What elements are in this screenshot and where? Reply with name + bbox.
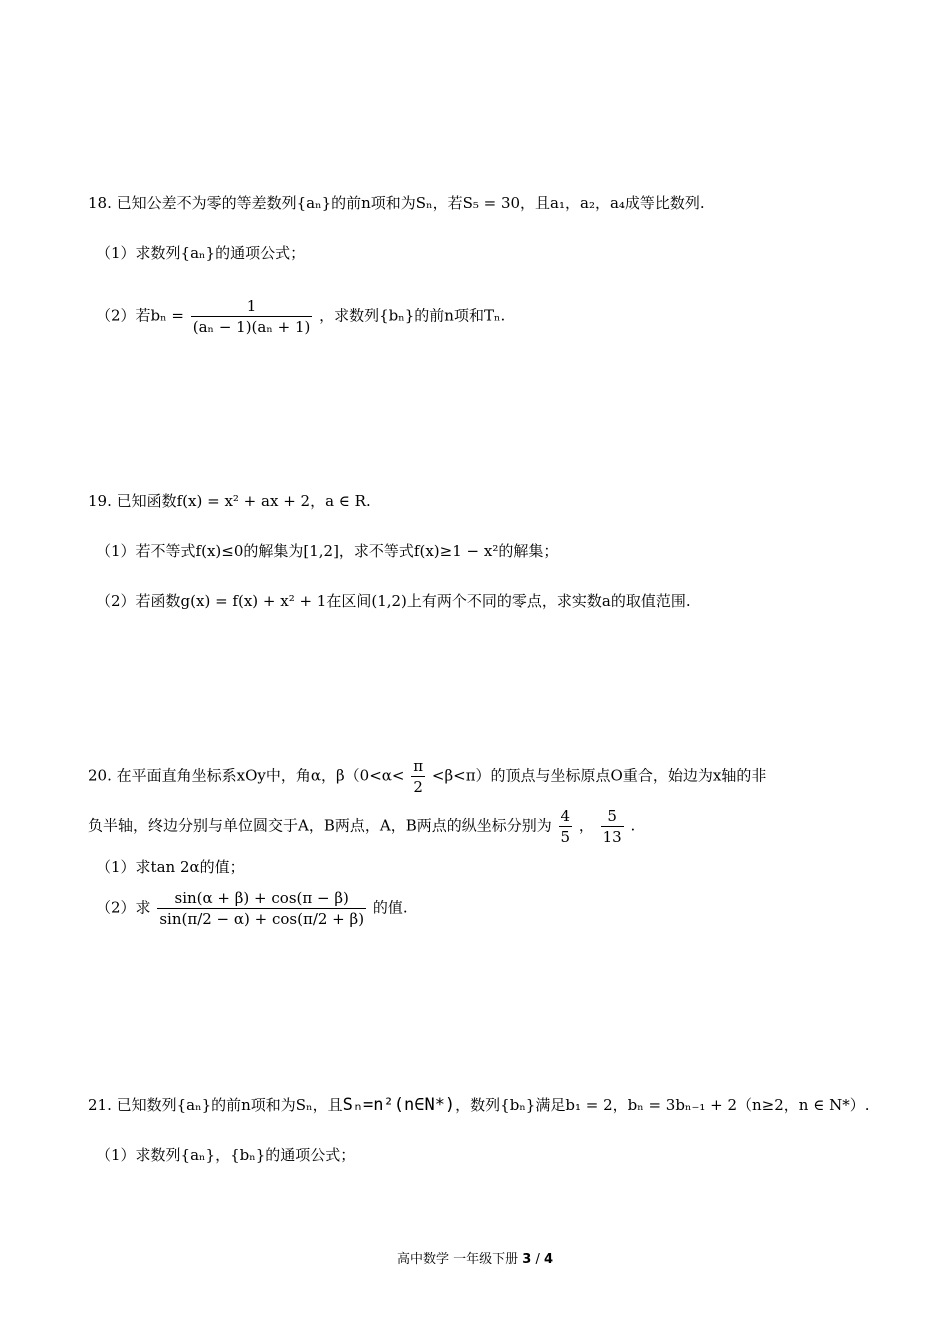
q18-part1: （1）求数列{aₙ}的通项公式； bbox=[96, 244, 306, 262]
q18-fraction-denominator: (aₙ − 1)(aₙ + 1) bbox=[192, 318, 311, 336]
q18-part2-prefix: （2）若bₙ = bbox=[96, 306, 184, 325]
q20-frac2-numerator: 5 bbox=[601, 806, 624, 827]
q20-frac1-numerator: 4 bbox=[560, 807, 571, 825]
footer-slash: / bbox=[531, 1252, 544, 1267]
q21-stem bbox=[88, 1094, 870, 1116]
q20-fraction-four-fifths bbox=[559, 806, 573, 847]
q20-part1: （1）求tan 2α的值； bbox=[96, 858, 245, 876]
q20-stem-start: 20. 在平面直角坐标系xOy中，角α，β（0<α< bbox=[88, 766, 405, 785]
footer-page-total: 4 bbox=[543, 1252, 554, 1267]
q21-part1: （1）求数列{aₙ}，{bₙ}的通项公式； bbox=[96, 1146, 356, 1164]
q20-part2-suffix: 的值. bbox=[372, 898, 408, 917]
q18-fraction bbox=[191, 296, 313, 337]
q20-big-numerator: sin(α + β) + cos(π − β) bbox=[157, 888, 366, 909]
q18-stem: 18. 已知公差不为零的等差数列{aₙ}的前n项和为Sₙ，若S₅ = 30，且a₁，a₂，a₄成等比数列. bbox=[88, 194, 705, 212]
q20-stem bbox=[88, 756, 766, 797]
page-footer bbox=[0, 1248, 950, 1267]
q20-pi-numerator: π bbox=[413, 757, 424, 775]
q20-separator: ， bbox=[578, 816, 594, 835]
footer-page-number: 3 bbox=[522, 1252, 532, 1267]
q20-line2-text: 负半轴，终边分别与单位圆交于A，B两点，A，B两点的纵坐标分别为 bbox=[88, 816, 552, 835]
q19-stem: 19. 已知函数f(x) = x² + ax + 2，a ∈ R. bbox=[88, 492, 371, 510]
q20-big-denominator: sin(π/2 − α) + cos(π/2 + β) bbox=[159, 910, 365, 928]
q20-big-fraction bbox=[157, 888, 366, 929]
q20-pi-denominator: 2 bbox=[413, 778, 423, 796]
q21-stem-end: ，数列{bₙ}满足b₁ = 2，bₙ = 3bₙ₋₁ + 2（n≥2，n ∈ N*）. bbox=[455, 1096, 870, 1114]
q18-fraction-numerator: 1 bbox=[191, 296, 313, 317]
q21-stem-start: 21. 已知数列{aₙ}的前n项和为Sₙ，且 bbox=[88, 1096, 343, 1114]
q20-stem-end: <β<π）的顶点与坐标原点O重合，始边为x轴的非 bbox=[431, 766, 767, 785]
q19-part1: （1）若不等式f(x)≤0的解集为[1,2]，求不等式f(x)≥1 − x²的解集； bbox=[96, 542, 559, 560]
q19-part2: （2）若函数g(x) = f(x) + x² + 1在区间(1,2)上有两个不同的零点，求实数a的取值范围. bbox=[96, 592, 691, 610]
q20-line2-end: . bbox=[630, 816, 636, 835]
q20-pi-over-2 bbox=[411, 756, 425, 797]
q21-sum-formula: Sₙ=n²(n∈N*) bbox=[342, 1095, 456, 1115]
q20-fraction-five-thirteenths bbox=[601, 806, 624, 847]
q20-part2-prefix: （2）求 bbox=[96, 898, 151, 917]
q20-stem-line2 bbox=[88, 806, 635, 847]
q18-part2-suffix: ，求数列{bₙ}的前n项和Tₙ. bbox=[319, 306, 506, 325]
footer-title: 高中数学 一年级下册 bbox=[396, 1252, 519, 1267]
q20-frac2-denominator: 13 bbox=[602, 828, 622, 846]
q20-frac1-denominator: 5 bbox=[560, 828, 571, 846]
q20-part2 bbox=[96, 888, 408, 929]
q18-part2 bbox=[96, 296, 505, 337]
